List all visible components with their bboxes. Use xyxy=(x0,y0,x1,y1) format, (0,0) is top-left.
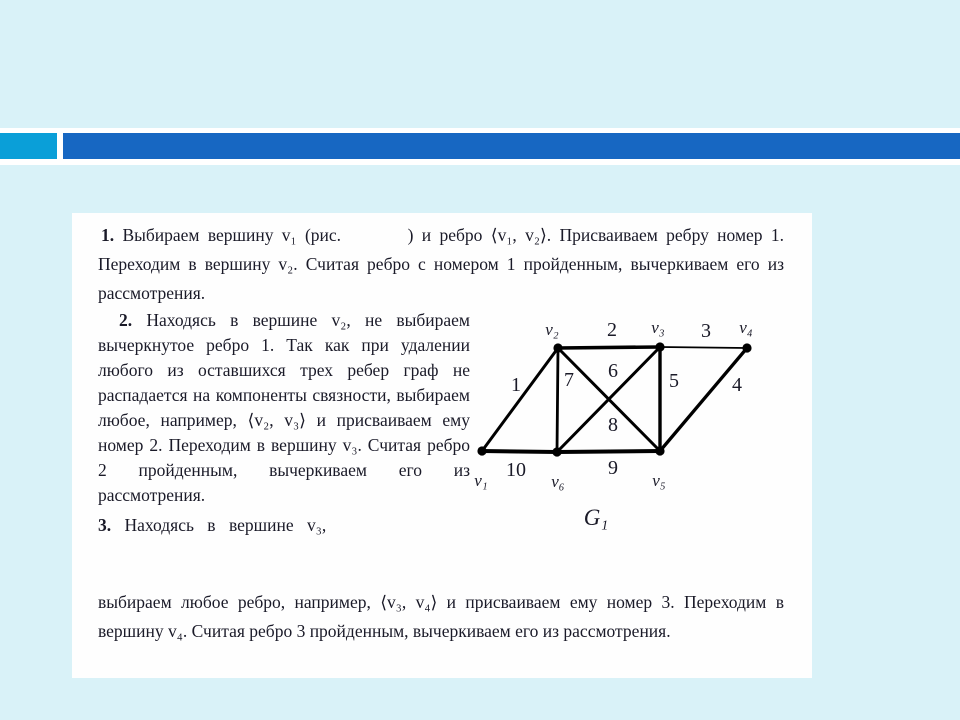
left-text-column xyxy=(98,308,470,539)
step1-text: Выбираем вершину v₁ (рис. ) и ребро ⟨v₁, v₂⟩. Присваиваем ребру номер 1. Переходим в вершину v₂. Считая ребро с номером 1 пройденным, вычеркиваем его из рассмотрения. xyxy=(98,225,784,303)
graph-figure xyxy=(470,310,784,588)
paragraph-step2 xyxy=(98,308,470,508)
paragraph-step1 xyxy=(98,221,784,308)
step1-number: 1. xyxy=(101,225,115,245)
step3-number: 3. xyxy=(98,515,112,535)
step2-text: Находясь в вершине v₂, не выбираем вычеркнутое ребро 1. Так как при удалении любого из оставшихся трех ребер граф не распадается на компоненты связности, выбираем любое, например, ⟨v₂, v₃⟩ и присваиваем ему номер 2. Переходим в вершину v₃. Считая ребро 2 пройденным, вычеркиваем его из рассмотрения. xyxy=(98,310,471,505)
edge-label-8: 8 xyxy=(608,414,618,436)
vertex-label-v3: v₃ xyxy=(651,318,665,337)
graph-vertex-v6 xyxy=(552,447,561,456)
edge-label-10: 10 xyxy=(506,459,526,481)
header-accent-main xyxy=(63,133,960,159)
edge-label-7: 7 xyxy=(564,369,574,391)
vertex-label-v6: v₆ xyxy=(551,472,565,491)
graph-edge-7 xyxy=(557,348,558,452)
graph-vertex-v5 xyxy=(655,446,664,455)
vertex-label-v2: v₂ xyxy=(545,320,559,339)
step3-lead-text: Находясь в вершине v₃, xyxy=(124,515,327,535)
edge-label-6: 6 xyxy=(608,360,618,382)
content-panel xyxy=(72,213,812,678)
graph-vertex-v3 xyxy=(655,342,664,351)
vertex-label-v4: v₄ xyxy=(739,318,753,337)
step2-number: 2. xyxy=(119,310,133,330)
edge-label-3: 3 xyxy=(701,320,711,342)
edge-label-9: 9 xyxy=(608,457,618,479)
graph-edge-2 xyxy=(558,347,660,348)
edge-label-1: 1 xyxy=(511,374,521,396)
vertex-label-v5: v₅ xyxy=(652,471,666,490)
text-figure-row xyxy=(98,308,784,588)
graph-vertex-v1 xyxy=(477,446,486,455)
graph-edge-1 xyxy=(482,348,558,451)
graph-edge-3 xyxy=(660,347,747,348)
header-band xyxy=(0,128,960,165)
paragraph-step3-lead xyxy=(98,511,470,539)
graph-edge-10 xyxy=(482,451,557,452)
edge-label-5: 5 xyxy=(669,370,679,392)
edge-label-4: 4 xyxy=(732,374,742,396)
graph-edge-4 xyxy=(660,348,747,451)
header-accent-left xyxy=(0,133,57,159)
graph-vertex-v2 xyxy=(553,343,562,352)
vertex-label-v1: v₁ xyxy=(474,471,488,490)
edge-label-2: 2 xyxy=(607,319,617,341)
paragraph-step3-rest: выбираем любое ребро, например, ⟨v₃, v₄⟩ и присваиваем ему номер 3. Переходим в вершину v₄. Считая ребро 3 пройденным, вычеркиваем его из рассмотрения. xyxy=(98,592,784,641)
graph-vertex-v4 xyxy=(742,343,751,352)
graph-caption: G₁ xyxy=(583,505,609,530)
graph-edge-9 xyxy=(557,451,660,452)
graph-svg xyxy=(470,310,784,588)
